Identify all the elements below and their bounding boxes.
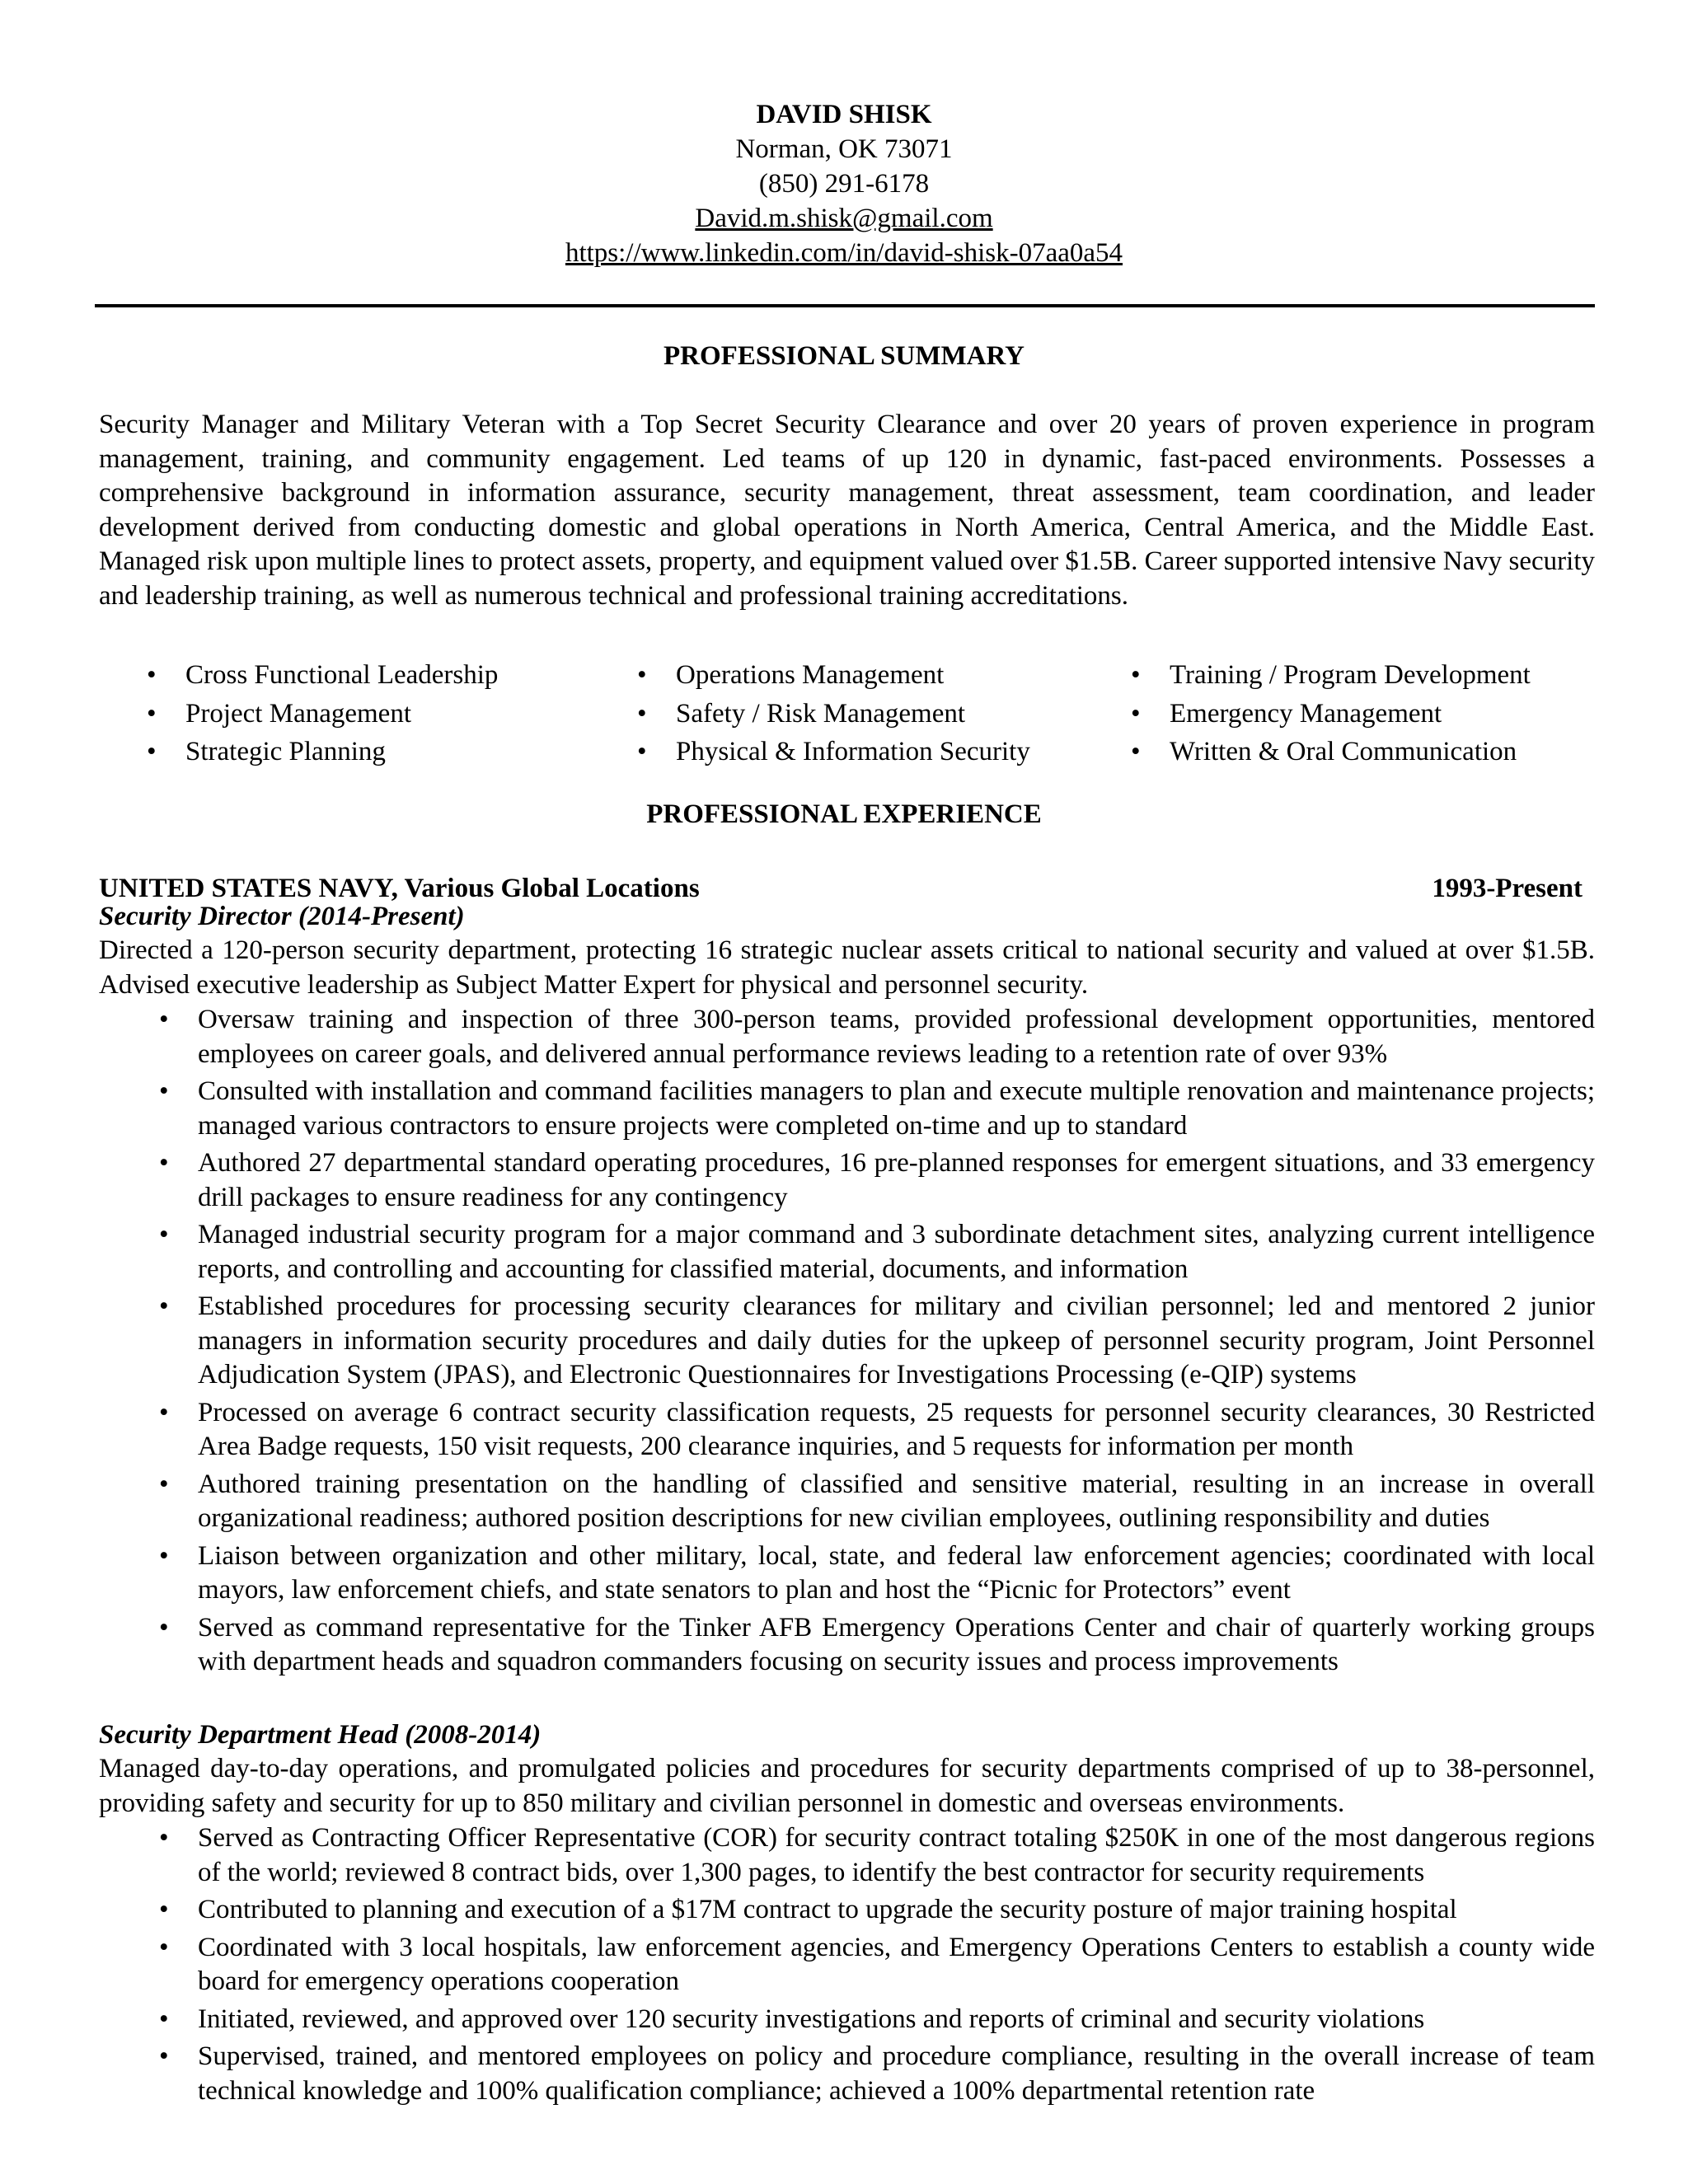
skills-column-2 [637,656,1030,771]
list-item: • Processed on average 6 contract security classification requests, 25 requests for personnel security clearances, 30 Restricted Area Badge requests, 150 visit requests, 200 clearance inquiries, and 5 requests for information per month [198,1396,1595,1465]
role-summary: Directed a 120-person security department, protecting 16 strategic nuclear assets critical to national security and valued at over $1.5B. Advised executive leadership as Subject Matter Expert for physical and personnel security. [99,935,1595,1000]
experience-heading: PROFESSIONAL EXPERIENCE [646,799,1042,829]
list-item: • Managed industrial security program for a major command and 3 subordinate detachment sites, analyzing current intelligence reports, and controlling and accounting for classified material, documents, and information [198,1218,1595,1286]
skill-item: • Project Management [147,695,498,733]
candidate-name: DAVID SHISK [756,100,932,129]
linkedin-link[interactable]: https://www.linkedin.com/in/david-shisk-07aa0a54 [565,238,1123,268]
skill-item: • Safety / Risk Management [637,695,1030,733]
list-item: • Served as command representative for the Tinker AFB Emergency Operations Center and chair of quarterly working groups with department heads and squadron commanders focusing on security issues and process improvements [198,1611,1595,1680]
skill-item: • Cross Functional Leadership [147,656,498,695]
summary-heading: PROFESSIONAL SUMMARY [663,341,1025,371]
skill-item: • Physical & Information Security [637,733,1030,771]
role-bullets [0,1003,1688,1683]
employer-name: UNITED STATES NAVY, Various Global Locations [99,874,700,903]
summary-text: Security Manager and Military Veteran with a Top Secret Security Clearance and over 20 years of proven experience in program management, training, and community engagement. Led teams of up 120 in dynamic, fast-paced environments. Possesses a comprehensive background in information assurance, security management, threat assessment, team coordination, and leader development derived from conducting domestic and global operations in North America, Central America, and the Middle East. Managed risk upon multiple lines to protect assets, property, and equipment valued over $1.5B. Career supported intensive Navy security and leadership training, as well as numerous technical and professional training accreditations. [99,410,1595,611]
list-item: • Consulted with installation and command facilities managers to plan and execute multiple renovation and maintenance projects; managed various contractors to ensure projects were completed on-time and up to standard [198,1075,1595,1143]
header-divider [95,304,1595,307]
role-summary: Managed day-to-day operations, and promulgated policies and procedures for security departments comprised of up to 38-personnel, providing safety and security for up to 850 military and civilian personnel in domestic and overseas environments. [99,1754,1595,1818]
list-item: • Authored training presentation on the handling of classified and sensitive material, resulting in an increase in overall organizational readiness; authored position descriptions for new civilian employees, outlining responsibility and duties [198,1468,1595,1536]
role-title: Security Department Head (2008-2014) [99,1720,542,1750]
skill-item: • Emergency Management [1131,695,1531,733]
role-bullets [0,1821,1688,2111]
list-item: • Supervised, trained, and mentored employees on policy and procedure compliance, resulting in the overall increase of team technical knowledge and 100% qualification compliance; achieved a 100% departmental retention rate [198,2040,1595,2108]
skill-item: • Training / Program Development [1131,656,1531,695]
email-link[interactable]: David.m.shisk@gmail.com [695,204,993,233]
skill-item: • Written & Oral Communication [1131,733,1531,771]
list-item: • Served as Contracting Officer Representative (COR) for security contract totaling $250K in one of the most dangerous regions of the world; reviewed 8 contract bids, over 1,300 pages, to identify the best contractor for security requirements [198,1821,1595,1890]
list-item: • Oversaw training and inspection of three 300-person teams, provided professional development opportunities, mentored employees on career goals, and delivered annual performance reviews leading to a retention rate of over 93% [198,1003,1595,1071]
list-item: • Initiated, reviewed, and approved over 120 security investigations and reports of criminal and security violations [198,2003,1595,2037]
contact-header [0,97,1688,270]
skill-item: • Operations Management [637,656,1030,695]
skill-item: • Strategic Planning [147,733,498,771]
list-item: • Authored 27 departmental standard operating procedures, 16 pre-planned responses for emergent situations, and 33 emergency drill packages to ensure readiness for any contingency [198,1146,1595,1215]
list-item: • Liaison between organization and other military, local, state, and federal law enforcement agencies; coordinated with local mayors, law enforcement chiefs, and state senators to plan and host the “Picnic for Protectors” event [198,1540,1595,1608]
list-item: • Established procedures for processing security clearances for military and civilian personnel; led and mentored 2 junior managers in information security procedures and daily duties for the upkeep of personnel security program, Joint Personnel Adjudication System (JPAS), and Electronic Questionnaires for Investigations Processing (e-QIP) systems [198,1290,1595,1393]
phone: (850) 291-6178 [758,169,930,199]
employer-line [99,874,1582,904]
list-item: • Coordinated with 3 local hospitals, law enforcement agencies, and Emergency Operations Centers to establish a county wide board for emergency operations cooperation [198,1931,1595,1999]
skills-list [0,656,1688,771]
skills-column-3 [1131,656,1531,771]
location: Norman, OK 73071 [735,134,953,164]
list-item: • Contributed to planning and execution of a $17M contract to upgrade the security posture of major training hospital [198,1893,1595,1928]
skills-column-1 [147,656,498,771]
employment-dates: 1993-Present [1432,874,1582,903]
role-title: Security Director (2014-Present) [99,902,465,931]
